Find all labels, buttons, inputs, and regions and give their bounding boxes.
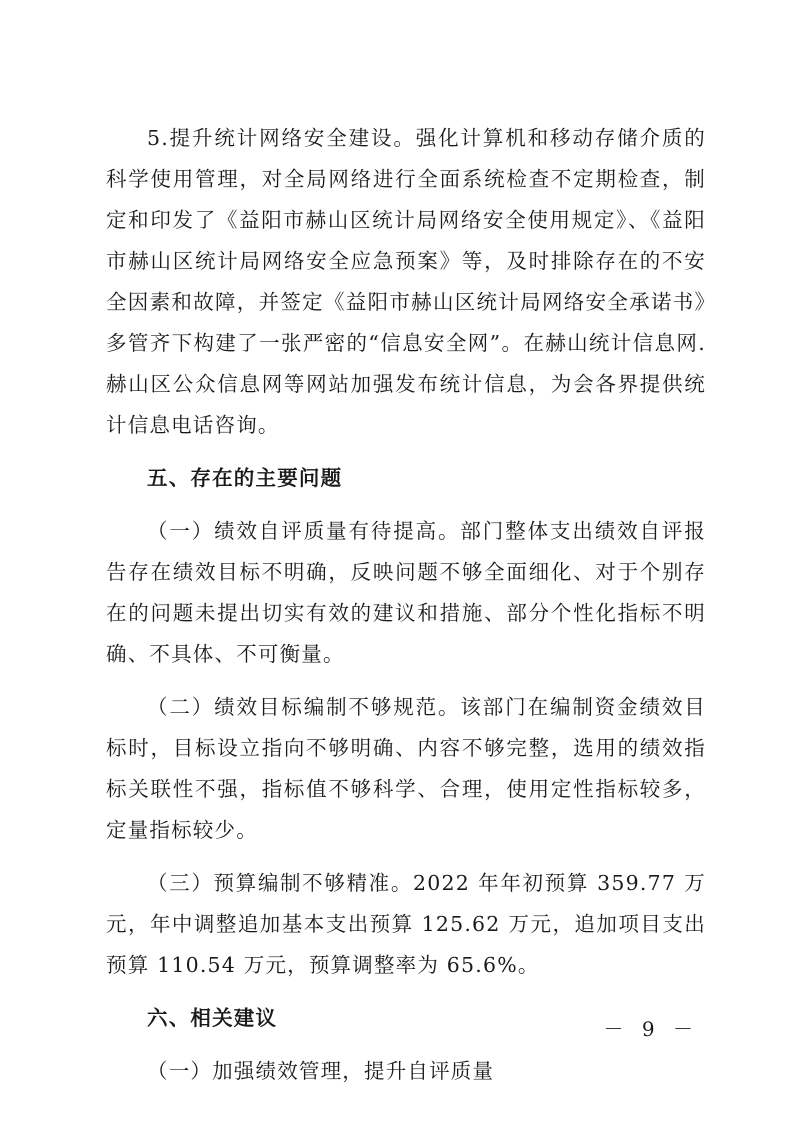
spacer <box>106 675 706 687</box>
suggestion-item-1: （一）加强绩效管理，提升自评质量 <box>147 1059 495 1083</box>
spacer <box>106 851 706 863</box>
section-heading-problems: 五、存在的主要问题 <box>147 466 343 490</box>
problem-item-2: （二）绩效目标编制不够规范。该部门在编制资金绩效目标时，目标设立指向不够明确、内容不够完整，选用的绩效指标关联性不强，指标值不够科学、合理，使用定性指标较多，定量指标较少。 <box>106 695 706 842</box>
problem-item-1: （一）绩效自评质量有待提高。部门整体支出绩效自评报告存在绩效目标不明确，反映问题不够全面细化、对于个别存在的问题未提出切实有效的建议和措施、部分个性化指标不明确、不具体、不可衡量。 <box>106 519 706 666</box>
document-body <box>106 118 706 1092</box>
page-number: － 9 － <box>603 1017 699 1041</box>
paragraph-network-security: 5.提升统计网络安全建设。强化计算机和移动存储介质的科学使用管理，对全局网络进行全面系统检查不定期检查，制定和印发了《益阳市赫山区统计局网络安全使用规定》、《益阳市赫山区统计局网络安全应急预案》等，及时排除存在的不安全因素和故障，并签定《益阳市赫山区统计局网络安全承诺书》多管齐下构建了一张严密的“信息安全网”。在赫山统计信息网.赫山区公众信息网等网站加强发布统计信息，为会各界提供统计信息电话咨询。 <box>106 126 706 437</box>
spacer <box>106 986 706 998</box>
spacer <box>106 499 706 511</box>
problem-item-3: （三）预算编制不够精准。2022 年年初预算 359.77 万元，年中调整追加基本支出预算 125.62 万元，追加项目支出预算 110.54 万元，预算调整率为 65.6%。 <box>106 871 706 977</box>
section-heading-suggestions: 六、相关建议 <box>147 1006 278 1030</box>
spacer <box>106 446 706 458</box>
